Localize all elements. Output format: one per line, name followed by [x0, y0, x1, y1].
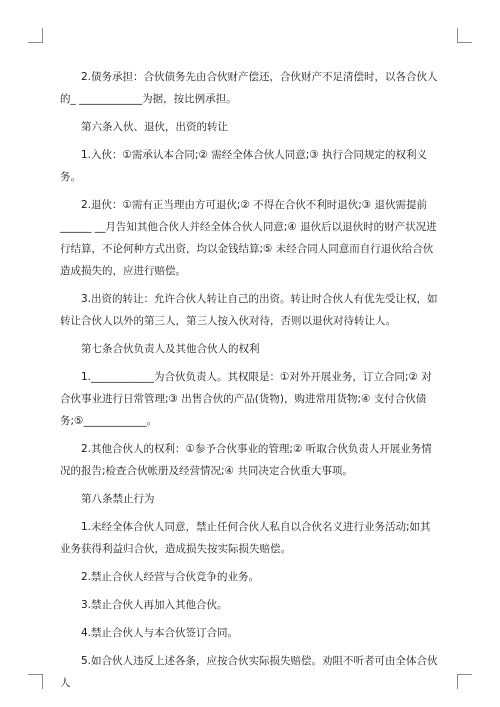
heading-article-7: 第七条合伙负责人及其他合伙人的权利	[81, 343, 260, 355]
paragraph-prohibition-1: 1.未经全体合伙人同意，禁止任何合伙人私自以合伙名义进行业务活动;如其业务获得利益归合伙，造成损失按实际损失赔偿。	[60, 521, 431, 555]
paragraph-prohibition-4: 4.禁止合伙人与本合伙签订合同。	[81, 627, 239, 639]
paragraph-prohibition-5: 5.如合伙人违反上述各条，应按合伙实际损失赔偿。劝阻不听者可由全体合伙人	[60, 655, 438, 689]
heading-article-6: 第六条入伙、退伙，出资的转让	[81, 121, 228, 133]
paragraph-partner-rights: 2.其他合伙人的权利：①参予合伙事业的管理;② 听取合伙负责人开展业务情况的报告;检查合伙帐册及经营情况;④ 共同决定合伙重大事项。	[60, 443, 432, 477]
paragraph-capital-transfer: 3.出资的转让：允许合伙人转让自己的出资。转让时合伙人有优先受让权，如转让合伙人以外的第三人，第三人按入伙对待，否则以退伙对待转让人。	[60, 293, 438, 327]
corner-mark-top-left	[28, 28, 43, 43]
document-body	[60, 66, 440, 700]
paragraph-prohibition-2: 2.禁止合伙人经营与合伙竞争的业务。	[81, 571, 260, 583]
corner-mark-bottom-right	[457, 674, 472, 689]
paragraph-prohibition-3: 3.禁止合伙人再加入其他合伙。	[81, 599, 228, 611]
heading-article-8: 第八条禁止行为	[81, 493, 155, 505]
corner-mark-bottom-left	[28, 674, 43, 689]
corner-mark-top-right	[457, 28, 472, 43]
paragraph-withdrawal: 2.退伙：①需有正当理由方可退伙;② 不得在合伙不利时退伙;③ 退伙需提前______ __月告知其他合伙人并经全体合伙人同意;④ 退伙后以退伙时的财产状况进行结算，不论何种方式出资，均以金钱结算;⑤ 未经合同人同意而自行退伙给合伙造成损失的，应进行赔偿。	[60, 199, 437, 277]
paragraph-debt-liability: 2.债务承担：合伙债务先由合伙财产偿还，合伙财产不足清偿时，以各合伙人的_ ____________为据，按比例承担。	[60, 71, 438, 105]
paragraph-admission: 1.入伙：①需承认本合同;② 需经全体合伙人同意;③ 执行合同规定的权利义务。	[60, 149, 428, 183]
paragraph-manager-powers: 1.____________为合伙负责人。其权限是：①对外开展业务，订立合同;② 对合伙事业进行日常管理;③ 出售合伙的产品(货物)，购进常用货物;④ 支付合伙债务;⑤____________。	[60, 371, 432, 427]
